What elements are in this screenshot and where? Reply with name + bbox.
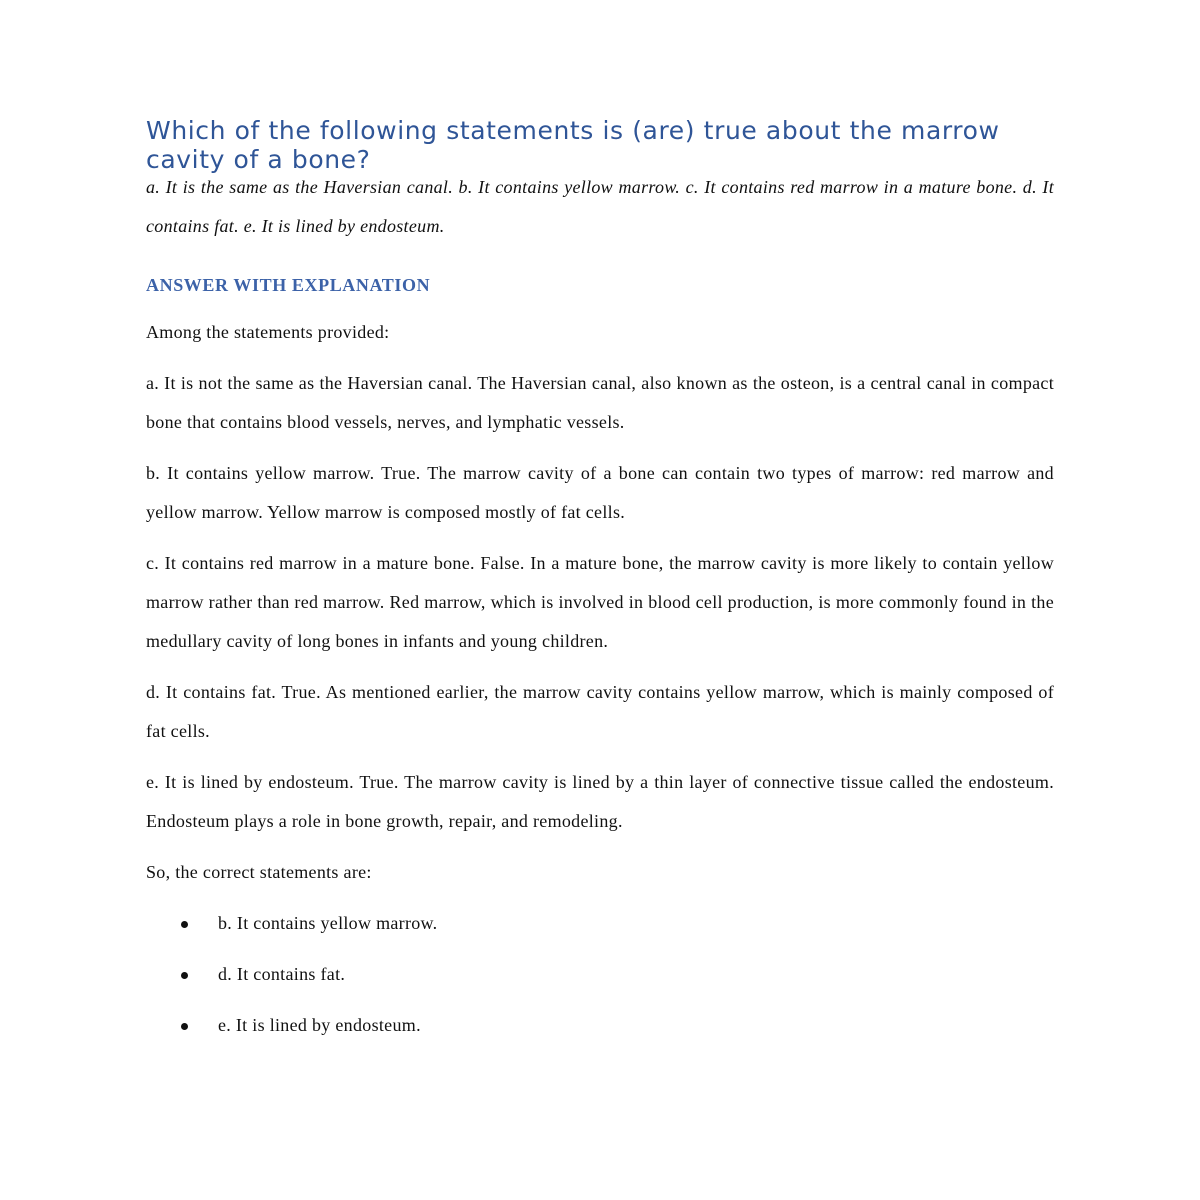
explanation-d: d. It contains fat. True. As mentioned earlier, the marrow cavity contains yellow marrow, which is mainly composed of fat cells.	[146, 682, 1054, 741]
list-item	[146, 955, 1054, 994]
answer-intro: Among the statements provided:	[146, 322, 390, 342]
list-item	[146, 1006, 1054, 1045]
question-title: Which of the following statements is (are) true about the marrow cavity of a bone?	[146, 116, 1000, 174]
explanation-c: c. It contains red marrow in a mature bone. False. In a mature bone, the marrow cavity is more likely to contain yellow marrow rather than red marrow. Red marrow, which is involved in blood cell production, is more commonly found in the medullary cavity of long bones in infants and young children.	[146, 553, 1054, 651]
document-page	[146, 116, 1054, 1057]
explanation-e: e. It is lined by endosteum. True. The marrow cavity is lined by a thin layer of connective tissue called the endosteum. Endosteum plays a role in bone growth, repair, and remodeling.	[146, 772, 1054, 831]
list-item-text: e. It is lined by endosteum.	[218, 1015, 421, 1035]
question-options: a. It is the same as the Haversian canal. b. It contains yellow marrow. c. It contains red marrow in a mature bone. d. It contains fat. e. It is lined by endosteum.	[146, 177, 1054, 236]
list-item-text: d. It contains fat.	[218, 964, 346, 984]
correct-statements-list	[146, 904, 1054, 1045]
bullet-icon	[181, 1023, 188, 1030]
conclusion: So, the correct statements are:	[146, 862, 372, 882]
explanation-a: a. It is not the same as the Haversian canal. The Haversian canal, also known as the osteon, is a central canal in compact bone that contains blood vessels, nerves, and lymphatic vessels.	[146, 373, 1054, 432]
explanation-b: b. It contains yellow marrow. True. The marrow cavity of a bone can contain two types of marrow: red marrow and yellow marrow. Yellow marrow is composed mostly of fat cells.	[146, 463, 1054, 522]
list-item-text: b. It contains yellow marrow.	[218, 913, 438, 933]
answer-heading: ANSWER WITH EXPLANATION	[146, 275, 431, 295]
bullet-icon	[181, 921, 188, 928]
list-item	[146, 904, 1054, 943]
bullet-icon	[181, 972, 188, 979]
